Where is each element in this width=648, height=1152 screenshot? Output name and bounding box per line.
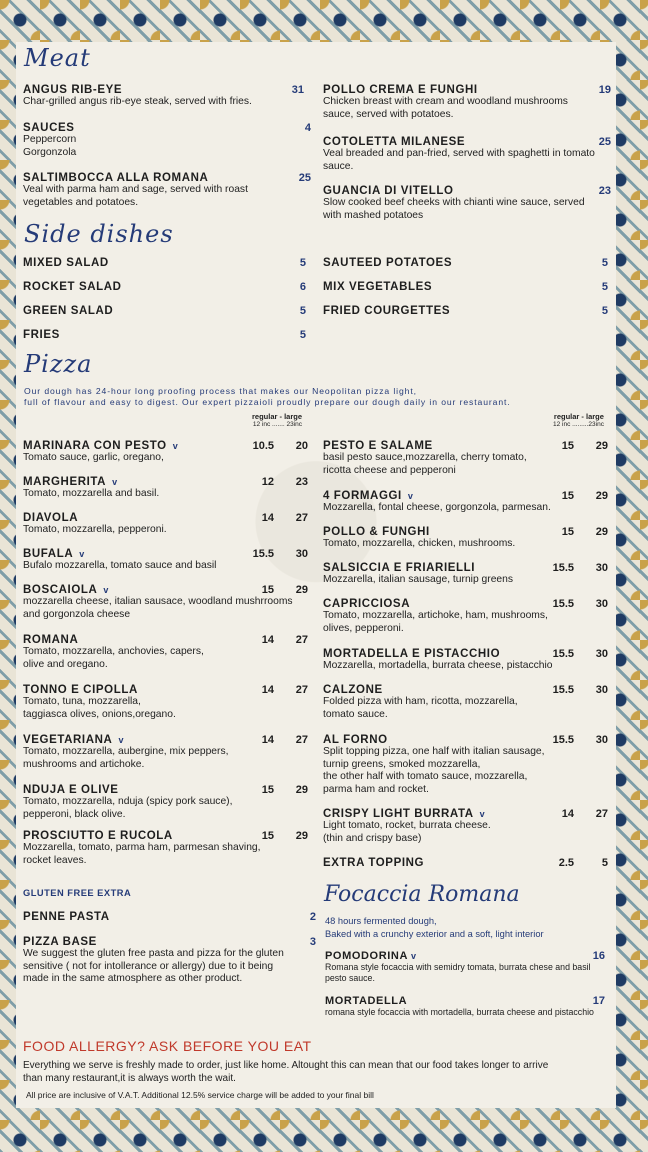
section-title-focaccia: Focaccia Romana [324, 882, 520, 907]
menu-item [23, 84, 304, 109]
price-regular: 15 [561, 526, 574, 538]
item-description: Light tomato, rocket, burrata cheese. (thin and crispy base) [323, 820, 491, 844]
menu-item [323, 185, 611, 222]
item-name: POMODORINA v [325, 950, 417, 962]
item-name: GUANCIA DI VITELLO [323, 185, 454, 197]
item-description: Tomato, mozzarella, chicken, mushrooms. [323, 538, 516, 549]
pizza-item [323, 734, 608, 796]
price-regular: 10.5 [252, 440, 274, 452]
pizza-item [323, 684, 608, 721]
vat-note: All price are inclusive of V.A.T. Additional 12.5% service charge will be added to your final bill [26, 1090, 374, 1100]
item-name: GREEN SALAD [23, 305, 114, 317]
item-price: 31 [291, 84, 304, 96]
pizza-item [23, 734, 308, 771]
item-description: Mozzarella, italian sausage, turnip greens [323, 574, 514, 585]
item-name: BOSCAIOLA v [23, 584, 110, 596]
item-name: 4 FORMAGGI v [323, 490, 414, 502]
price-large: 30 [595, 684, 608, 696]
item-name: ANGUS RIB-EYE [23, 84, 123, 96]
item-name: DIAVOLA [23, 512, 79, 524]
menu-item [23, 172, 311, 209]
item-description: Tomato, mozzarella, aubergine, mix peppers, mushrooms and artichoke. [23, 746, 229, 770]
item-name: CALZONE [323, 684, 383, 696]
pizza-item [323, 598, 608, 635]
section-title-pizza: Pizza [24, 350, 93, 378]
price-regular: 15 [261, 784, 274, 796]
pizza-item [323, 857, 608, 869]
pizza-item [23, 512, 308, 537]
item-name: SALTIMBOCCA ALLA ROMANA [23, 172, 209, 184]
price-regular: 15 [561, 490, 574, 502]
pizza-item [23, 684, 308, 721]
item-description: Peppercorn Gorgonzola [23, 134, 77, 158]
item-name: MARGHERITA v [23, 476, 118, 488]
item-name: AL FORNO [323, 734, 388, 746]
section-title-meat: Meat [24, 44, 91, 72]
pizza-item [23, 476, 308, 501]
price-large: 20 [295, 440, 308, 452]
item-description: Tomato, mozzarella, nduja (spicy pork sauce), pepperoni, black olive. [23, 796, 233, 820]
vegetarian-mark: v [103, 585, 110, 595]
item-price: 5 [601, 305, 608, 317]
item-description: Tomato, mozzarella, artichoke, ham, mushrooms, olives, pepperoni. [323, 610, 548, 634]
item-description: Romana style focaccia with semidry tomata, burrata chese and basil pesto sauce. [325, 962, 591, 983]
item-name: MIXED SALAD [23, 257, 109, 269]
item-price: 23 [598, 185, 611, 197]
pizza-item [323, 526, 608, 551]
price-large: 27 [295, 684, 308, 696]
item-price: 5 [601, 281, 608, 293]
item-description: basil pesto sauce,mozzarella, cherry tomato, ricotta cheese and pepperoni [323, 452, 527, 476]
menu-item [23, 911, 316, 923]
price-large: 30 [295, 548, 308, 560]
item-name: SALSICCIA E FRIARIELLI [323, 562, 476, 574]
vegetarian-mark: v [172, 441, 179, 451]
menu-item [23, 305, 306, 317]
item-description: Mozzarella, mortadella, burrata cheese, pistacchio [323, 660, 553, 671]
item-description: Tomato, tuna, mozzarella, taggiasca olives, onions,oregano. [23, 696, 176, 720]
item-description: We suggest the gluten free pasta and pizza for the gluten sensitive ( not for intollerance or allergy) due to it being made in the same atmosphere as other product. [23, 948, 284, 985]
item-description: Folded pizza with ham, ricotta, mozzarella, tomato sauce. [323, 696, 518, 720]
price-large: 29 [595, 526, 608, 538]
item-name: PIZZA BASE [23, 936, 97, 948]
price-large: 29 [595, 440, 608, 452]
vegetarian-mark: v [79, 549, 85, 559]
price-large: 30 [595, 734, 608, 746]
price-regular: 15.5 [552, 734, 574, 746]
item-name: PROSCIUTTO E RUCOLA [23, 830, 173, 842]
size-label: regular - large 12 inc ....... 23inc [252, 412, 303, 428]
item-description: Mozzarella, fontal cheese, gorgonzola, parmesan. [323, 502, 551, 513]
price-large: 30 [595, 562, 608, 574]
price-regular: 15.5 [552, 648, 574, 660]
menu-item [323, 257, 608, 269]
price-regular: 2.5 [558, 857, 574, 869]
price-large: 23 [295, 476, 308, 488]
item-name: PESTO E SALAME [323, 440, 433, 452]
item-name: EXTRA TOPPING [323, 857, 425, 869]
item-price: 5 [601, 257, 608, 269]
price-large: 27 [295, 734, 308, 746]
price-regular: 15.5 [552, 598, 574, 610]
item-price: 5 [299, 257, 306, 269]
item-name: ROMANA [23, 634, 79, 646]
price-regular: 14 [561, 808, 574, 820]
price-regular: 14 [261, 634, 274, 646]
item-description: Tomato, mozzarella, pepperoni. [23, 524, 167, 535]
price-regular: 15 [261, 830, 274, 842]
price-regular: 14 [261, 684, 274, 696]
item-price: 17 [592, 995, 605, 1007]
item-price: 25 [598, 136, 611, 148]
pizza-item [23, 784, 308, 821]
focaccia-intro: 48 hours fermented dough, Baked with a crunchy exterior and a soft, light interior [325, 916, 544, 939]
price-regular: 15.5 [252, 548, 274, 560]
menu-item [323, 136, 611, 173]
pizza-item [323, 490, 608, 515]
menu-item [325, 950, 605, 984]
price-large: 29 [295, 784, 308, 796]
item-price: 3 [309, 936, 316, 948]
item-name: CAPRICCIOSA [323, 598, 411, 610]
section-title-side-dishes: Side dishes [24, 220, 174, 248]
vegetarian-mark: v [112, 477, 118, 487]
item-name: SAUTEED POTATOES [323, 257, 453, 269]
menu-item [323, 281, 608, 293]
item-name: MORTADELLA E PISTACCHIO [323, 648, 501, 660]
menu-item [23, 281, 306, 293]
item-name: FRIES [23, 329, 60, 341]
item-name: MIX VEGETABLES [323, 281, 433, 293]
item-name: PENNE PASTA [23, 911, 110, 923]
pizza-item [23, 634, 308, 671]
item-description: romana style focaccia with mortadella, burrata cheese and pistacchio [325, 1007, 594, 1017]
item-description: Tomato, mozzarella and basil. [23, 488, 160, 499]
price-regular: 12 [261, 476, 274, 488]
item-price: 5 [299, 305, 306, 317]
item-description: Tomato, mozzarella, anchovies, capers, olive and oregano. [23, 646, 204, 670]
item-description: Mozzarella, tomato, parma ham, parmesan shaving, rocket leaves. [23, 842, 261, 866]
item-name: POLLO CREMA E FUNGHI [323, 84, 478, 96]
pizza-item [23, 548, 308, 573]
footer-text: Everything we serve is freshly made to order, just like home. Altought this can mean that our food takes longer to arrive than many restaurant,it is always worth the wait. [23, 1060, 549, 1084]
pizza-item [323, 440, 608, 477]
item-name: COTOLETTA MILANESE [323, 136, 466, 148]
item-price: 19 [598, 84, 611, 96]
item-price: 4 [304, 122, 311, 134]
item-price: 6 [299, 281, 306, 293]
pizza-item [323, 808, 608, 845]
menu-item [325, 995, 605, 1018]
item-name: MARINARA CON PESTO v [23, 440, 179, 452]
pizza-intro: Our dough has 24-hour long proofing process that makes our Neopolitan pizza light, full of flavour and easy to digest. Our expert pizzaioli proudly prepare our dough daily in our restaurant. [24, 386, 511, 407]
item-description: Tomato sauce, garlic, oregano, [23, 452, 164, 463]
pizza-item [323, 562, 608, 587]
item-name: TONNO E CIPOLLA [23, 684, 138, 696]
allergy-warning: FOOD ALLERGY? ASK BEFORE YOU EAT [23, 1038, 312, 1054]
price-large: 27 [295, 634, 308, 646]
menu-item [23, 936, 316, 986]
menu-item [323, 305, 608, 317]
gluten-free-heading: GLUTEN FREE EXTRA [23, 888, 132, 898]
pizza-item [23, 440, 308, 465]
price-large: 27 [295, 512, 308, 524]
price-large: 30 [595, 648, 608, 660]
price-large: 29 [295, 584, 308, 596]
item-price: 16 [592, 950, 605, 962]
vegetarian-mark: v [118, 735, 125, 745]
item-description: Veal with parma ham and sage, served with roast vegetables and potatoes. [23, 184, 248, 208]
price-regular: 14 [261, 512, 274, 524]
item-description: mozzarella cheese, italian sausace, woodland mushrrooms and gorgonzola cheese [23, 596, 293, 620]
menu-item [23, 122, 311, 159]
item-price: 5 [299, 329, 306, 341]
price-large: 29 [295, 830, 308, 842]
vegetarian-mark: v [407, 491, 414, 501]
price-large: 30 [595, 598, 608, 610]
menu-item [23, 257, 306, 269]
price-regular: 15.5 [552, 684, 574, 696]
item-description: Slow cooked beef cheeks with chianti wine sauce, served with mashed potatoes [323, 197, 585, 221]
pizza-item [23, 584, 308, 621]
menu-panel [16, 42, 616, 1108]
menu-item [323, 84, 611, 121]
item-name: BUFALA v [23, 548, 85, 560]
item-name: ROCKET SALAD [23, 281, 122, 293]
item-name: FRIED COURGETTES [323, 305, 451, 317]
item-name: VEGETARIANA v [23, 734, 125, 746]
price-regular: 15.5 [552, 562, 574, 574]
price-large: 29 [595, 490, 608, 502]
pizza-item [323, 648, 608, 673]
item-name: POLLO & FUNGHI [323, 526, 430, 538]
item-price: 2 [309, 911, 316, 923]
item-name: MORTADELLA [325, 995, 408, 1007]
vegetarian-mark: v [479, 809, 486, 819]
price-regular: 14 [261, 734, 274, 746]
item-price: 25 [298, 172, 311, 184]
pizza-item [23, 830, 308, 867]
item-description: Chicken breast with cream and woodland mushrooms sauce, served with potatoes. [323, 96, 568, 120]
price-regular: 15 [261, 584, 274, 596]
item-description: Veal breaded and pan-fried, served with spaghetti in tomato sauce. [323, 148, 595, 172]
item-description: Split topping pizza, one half with italian sausage, turnip greens, smoked mozzarella, the other half with tomato sauce, mozzarella, parma ham and rocket. [323, 746, 545, 795]
price-regular: 15 [561, 440, 574, 452]
price-large: 5 [601, 857, 608, 869]
menu-item [23, 329, 306, 341]
item-description: Char-grilled angus rib-eye steak, served with fries. [23, 96, 252, 107]
size-label: regular - large 12 inc .........23inc [553, 412, 604, 428]
price-large: 27 [595, 808, 608, 820]
item-name: CRISPY LIGHT BURRATA v [323, 808, 486, 820]
item-name: SAUCES [23, 122, 75, 134]
item-description: Bufalo mozzarella, tomato sauce and basil [23, 560, 217, 571]
item-name: NDUJA E OLIVE [23, 784, 119, 796]
